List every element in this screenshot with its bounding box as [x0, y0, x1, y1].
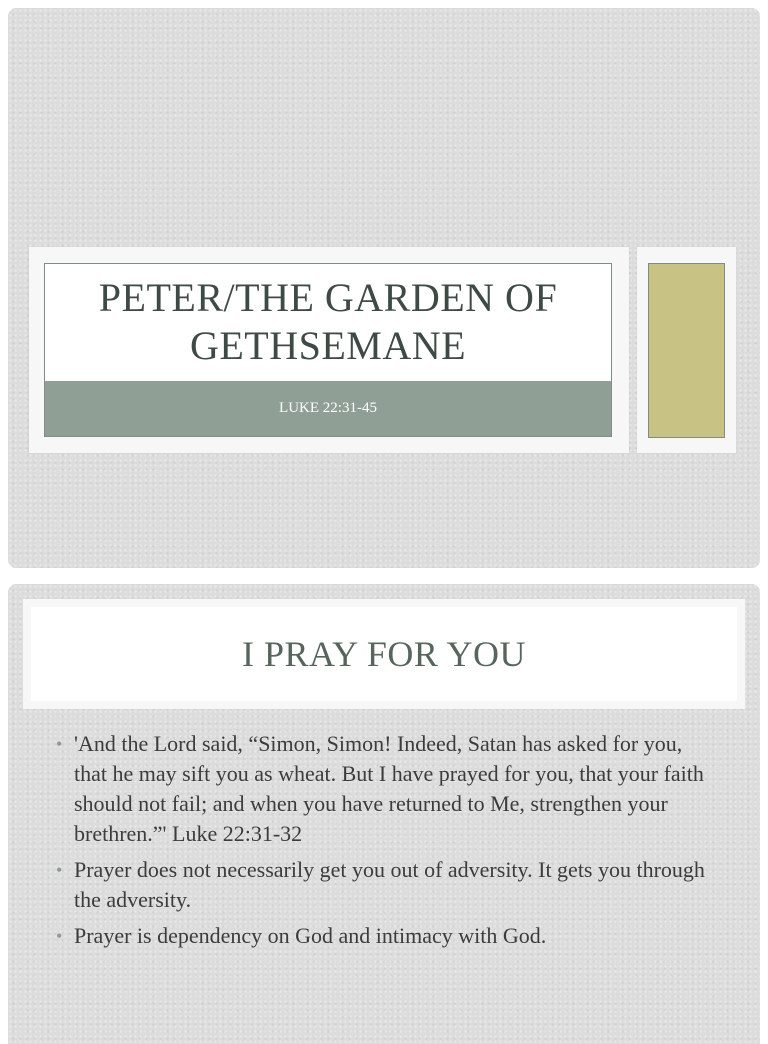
bullet-item: [56, 729, 716, 849]
bullet-icon: •: [56, 734, 63, 754]
accent-block: [648, 263, 725, 438]
bullet-item: [56, 855, 716, 915]
bullet-item: [56, 921, 716, 951]
subtitle-band: [45, 381, 611, 436]
title-slide: [8, 8, 760, 568]
heading-frame: [23, 599, 745, 709]
slide-subtitle: LUKE 22:31-45: [279, 400, 377, 416]
bullet-text: Prayer does not necessarily get you out of adversity. It gets you through the adversity.: [74, 857, 705, 912]
title-box: [44, 263, 612, 437]
title-frame: [29, 247, 629, 453]
bullet-text: Prayer is dependency on God and intimacy with God.: [74, 923, 547, 948]
bullet-text: 'And the Lord said, “Simon, Simon! Indeed, Satan has asked for you, that he may sift you as wheat. But I have prayed for you, that your faith should not fail; and when you have returned to Me, strengthen your brethren.”' Luke 22:31-32: [74, 731, 704, 846]
bullet-list: [56, 729, 716, 957]
bullet-icon: •: [56, 860, 63, 880]
slide-title-line-1: PETER/THE GARDEN OF: [98, 275, 558, 320]
slide-title: [45, 274, 611, 370]
content-slide: [8, 584, 760, 1044]
heading-box: [31, 607, 737, 701]
slide-heading: I PRAY FOR YOU: [241, 634, 527, 674]
accent-frame: [637, 247, 736, 453]
bullet-icon: •: [56, 926, 63, 946]
slide-title-line-2: GETHSEMANE: [189, 323, 467, 368]
